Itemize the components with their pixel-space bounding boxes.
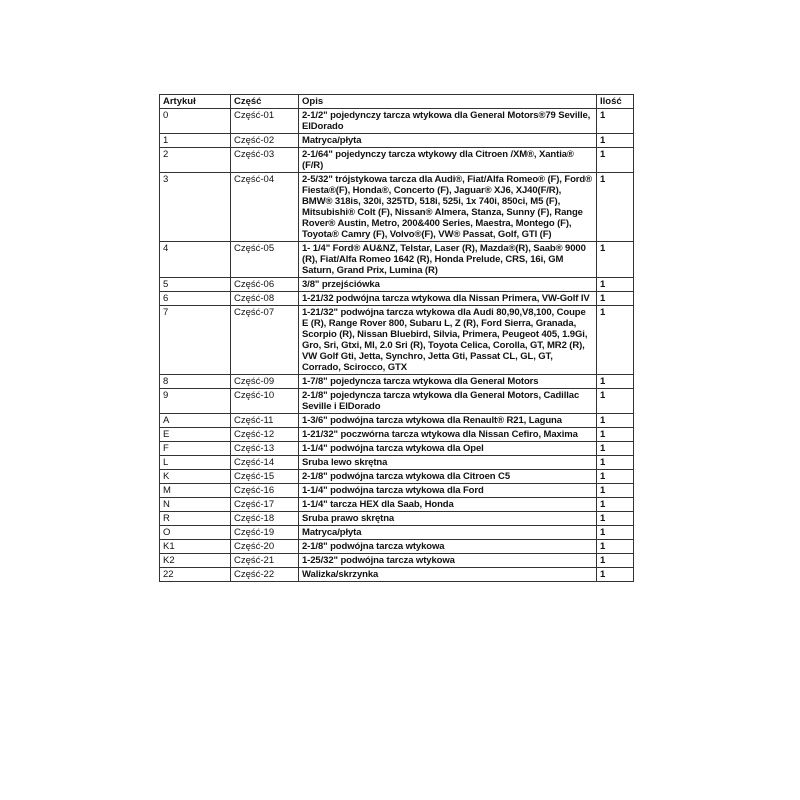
table-row	[160, 134, 634, 148]
cell-artykul: 2	[160, 148, 231, 173]
cell-artykul: F	[160, 442, 231, 456]
cell-ilosc: 1	[597, 173, 634, 242]
cell-ilosc: 1	[597, 375, 634, 389]
cell-czesc: Część-12	[231, 428, 299, 442]
table-row	[160, 484, 634, 498]
cell-opis: Sruba lewo skrętna	[299, 456, 597, 470]
cell-opis: Matryca/płyta	[299, 526, 597, 540]
table-row	[160, 389, 634, 414]
cell-artykul: 3	[160, 173, 231, 242]
cell-czesc: Część-20	[231, 540, 299, 554]
table-row	[160, 242, 634, 278]
cell-ilosc: 1	[597, 292, 634, 306]
cell-ilosc: 1	[597, 278, 634, 292]
cell-ilosc: 1	[597, 540, 634, 554]
cell-czesc: Część-01	[231, 109, 299, 134]
cell-artykul: 9	[160, 389, 231, 414]
cell-czesc: Część-02	[231, 134, 299, 148]
cell-czesc: Część-17	[231, 498, 299, 512]
table-row	[160, 292, 634, 306]
cell-artykul: M	[160, 484, 231, 498]
cell-artykul: 0	[160, 109, 231, 134]
cell-artykul: N	[160, 498, 231, 512]
table-row	[160, 148, 634, 173]
cell-opis: 1-21/32" podwójna tarcza wtykowa dla Audi 80,90,V8,100, Coupe E (R), Range Rover 800, Subaru L, Z (R), Ford Sierra, Granada, Scorpio (R), Nissan Bluebird, Silvia, Primera, Peugeot 405, 1.9Gi, Gro, Sri, Gtxi, Ml, 2.0 Sri (R), Toyota Celica, Corolla, GT, MR2 (R), VW Golf Gti, Jetta, Synchro, Jetta Gti, Passat CL, GL, GT, Corrado, Scirocco, GTX	[299, 306, 597, 375]
cell-ilosc: 1	[597, 512, 634, 526]
cell-artykul: 7	[160, 306, 231, 375]
cell-ilosc: 1	[597, 554, 634, 568]
cell-czesc: Część-05	[231, 242, 299, 278]
cell-czesc: Część-16	[231, 484, 299, 498]
cell-artykul: K2	[160, 554, 231, 568]
cell-ilosc: 1	[597, 306, 634, 375]
cell-opis: 1-1/4" tarcza HEX dla Saab, Honda	[299, 498, 597, 512]
cell-artykul: L	[160, 456, 231, 470]
cell-artykul: K	[160, 470, 231, 484]
parts-table	[159, 94, 634, 582]
cell-czesc: Część-18	[231, 512, 299, 526]
cell-artykul: 22	[160, 568, 231, 582]
cell-opis: 1-21/32 podwójna tarcza wtykowa dla Nissan Primera, VW-Golf IV	[299, 292, 597, 306]
cell-czesc: Część-10	[231, 389, 299, 414]
cell-czesc: Część-06	[231, 278, 299, 292]
header-opis: Opis	[299, 95, 597, 109]
cell-opis: 2-1/8" podwójna tarcza wtykowa dla Citroen C5	[299, 470, 597, 484]
table-row	[160, 568, 634, 582]
cell-artykul: 1	[160, 134, 231, 148]
cell-opis: 1- 1/4" Ford® AU&NZ, Telstar, Laser (R), Mazda®(R), Saab® 9000 (R), Fiat/Alfa Romeo 1642 (R), Honda Prelude, CRS, 16i, GM Saturn, Grand Prix, Lumina (R)	[299, 242, 597, 278]
table-row	[160, 470, 634, 484]
cell-opis: 3/8" przejściówka	[299, 278, 597, 292]
cell-ilosc: 1	[597, 498, 634, 512]
header-ilosc: Ilość	[597, 95, 634, 109]
cell-czesc: Część-21	[231, 554, 299, 568]
cell-czesc: Część-15	[231, 470, 299, 484]
table-row	[160, 512, 634, 526]
cell-czesc: Część-04	[231, 173, 299, 242]
cell-artykul: R	[160, 512, 231, 526]
table-row	[160, 456, 634, 470]
cell-ilosc: 1	[597, 568, 634, 582]
table-row	[160, 540, 634, 554]
cell-opis: 1-3/6" podwójna tarcza wtykowa dla Renault® R21, Laguna	[299, 414, 597, 428]
cell-opis: 1-7/8" pojedyncza tarcza wtykowa dla General Motors	[299, 375, 597, 389]
table-row	[160, 414, 634, 428]
table-body	[160, 109, 634, 582]
table-row	[160, 173, 634, 242]
cell-opis: Matryca/płyta	[299, 134, 597, 148]
cell-ilosc: 1	[597, 109, 634, 134]
cell-czesc: Część-14	[231, 456, 299, 470]
table-row	[160, 306, 634, 375]
cell-czesc: Część-11	[231, 414, 299, 428]
cell-opis: 2-1/2" pojedynczy tarcza wtykowa dla General Motors®79 Seville, ElDorado	[299, 109, 597, 134]
cell-ilosc: 1	[597, 134, 634, 148]
cell-opis: 1-1/4" podwójna tarcza wtykowa dla Ford	[299, 484, 597, 498]
cell-ilosc: 1	[597, 470, 634, 484]
cell-ilosc: 1	[597, 389, 634, 414]
cell-artykul: O	[160, 526, 231, 540]
header-artykul: Artykuł	[160, 95, 231, 109]
cell-czesc: Część-08	[231, 292, 299, 306]
table-row	[160, 375, 634, 389]
cell-ilosc: 1	[597, 526, 634, 540]
cell-ilosc: 1	[597, 148, 634, 173]
header-czesc: Część	[231, 95, 299, 109]
cell-czesc: Część-09	[231, 375, 299, 389]
cell-opis: 2-1/64" pojedynczy tarcza wtykowy dla Citroen /XM®, Xantia® (F/R)	[299, 148, 597, 173]
cell-ilosc: 1	[597, 242, 634, 278]
cell-ilosc: 1	[597, 428, 634, 442]
cell-opis: 2-1/8" podwójna tarcza wtykowa	[299, 540, 597, 554]
table-row	[160, 442, 634, 456]
cell-czesc: Część-03	[231, 148, 299, 173]
parts-table-container	[159, 94, 633, 582]
table-row	[160, 498, 634, 512]
cell-artykul: A	[160, 414, 231, 428]
cell-opis: 2-5/32" trójstykowa tarcza dla Audi®, Fiat/Alfa Romeo® (F), Ford® Fiesta®(F), Honda®, Concerto (F), Jaguar® XJ6, XJ40(F/R), BMW® 318is, 320i, 325TD, 518i, 525i, 1x 740i, 850ci, M5 (F), Mitsubishi® Colt (F), Nissan® Almera, Stanza, Sunny (F), Range Rover® Austin, Metro, 200&400 Series, Maestra, Montego (F), Toyota® Camry (F), Volvo®(F), VW® Passat, Golf, GTI (F)	[299, 173, 597, 242]
cell-ilosc: 1	[597, 456, 634, 470]
cell-czesc: Część-19	[231, 526, 299, 540]
cell-opis: Sruba prawo skrętna	[299, 512, 597, 526]
cell-artykul: 5	[160, 278, 231, 292]
table-row	[160, 526, 634, 540]
cell-opis: 1-21/32" poczwórna tarcza wtykowa dla Nissan Cefiro, Maxima	[299, 428, 597, 442]
table-header-row	[160, 95, 634, 109]
cell-artykul: E	[160, 428, 231, 442]
cell-opis: 1-25/32" podwójna tarcza wtykowa	[299, 554, 597, 568]
cell-ilosc: 1	[597, 484, 634, 498]
cell-opis: 1-1/4" podwójna tarcza wtykowa dla Opel	[299, 442, 597, 456]
cell-ilosc: 1	[597, 414, 634, 428]
table-row	[160, 554, 634, 568]
cell-czesc: Część-13	[231, 442, 299, 456]
cell-opis: 2-1/8" pojedyncza tarcza wtykowa dla General Motors, Cadillac Seville i ElDorado	[299, 389, 597, 414]
cell-ilosc: 1	[597, 442, 634, 456]
cell-artykul: 6	[160, 292, 231, 306]
cell-artykul: K1	[160, 540, 231, 554]
table-row	[160, 428, 634, 442]
cell-artykul: 4	[160, 242, 231, 278]
table-row	[160, 109, 634, 134]
cell-opis: Walizka/skrzynka	[299, 568, 597, 582]
cell-czesc: Część-07	[231, 306, 299, 375]
cell-czesc: Część-22	[231, 568, 299, 582]
table-row	[160, 278, 634, 292]
cell-artykul: 8	[160, 375, 231, 389]
